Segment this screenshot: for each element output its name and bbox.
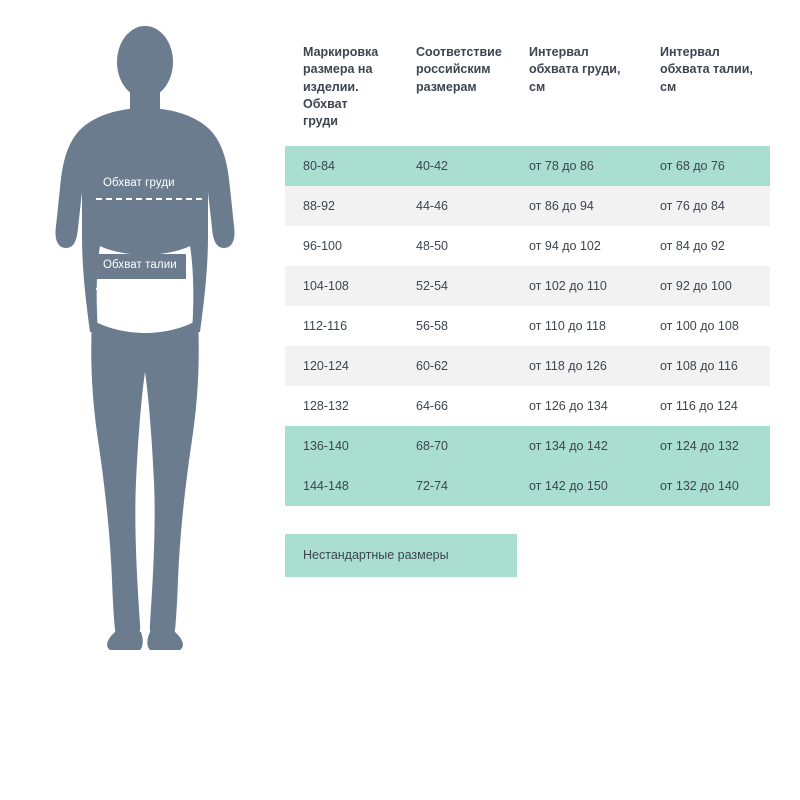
- table-cell: от 76 до 84: [642, 186, 770, 226]
- table-cell: от 110 до 118: [511, 306, 642, 346]
- table-cell: 56-58: [398, 306, 511, 346]
- table-cell: от 132 до 140: [642, 466, 770, 506]
- table-row: [285, 186, 770, 226]
- table-cell: от 94 до 102: [511, 226, 642, 266]
- table-cell: от 102 до 110: [511, 266, 642, 306]
- table-cell: 112-116: [285, 306, 398, 346]
- table-cell: от 86 до 94: [511, 186, 642, 226]
- male-body-silhouette-icon: [20, 20, 270, 650]
- table-cell: 96-100: [285, 226, 398, 266]
- table-row: [285, 146, 770, 186]
- column-header-chest-range: Интервал обхвата груди, см: [511, 30, 642, 146]
- table-cell: 88-92: [285, 186, 398, 226]
- table-cell: от 108 до 116: [642, 346, 770, 386]
- table-cell: 44-46: [398, 186, 511, 226]
- column-header-marking: Маркировка размера на изделии. Обхват груди: [285, 30, 398, 146]
- table-row: [285, 226, 770, 266]
- table-cell: 128-132: [285, 386, 398, 426]
- waist-measure-line: [96, 288, 188, 290]
- table-header-row: [285, 30, 770, 146]
- table-row: [285, 346, 770, 386]
- table-cell: 68-70: [398, 426, 511, 466]
- table-cell: от 126 до 134: [511, 386, 642, 426]
- table-cell: 144-148: [285, 466, 398, 506]
- table-cell: от 118 до 126: [511, 346, 642, 386]
- table-cell: 48-50: [398, 226, 511, 266]
- table-cell: 60-62: [398, 346, 511, 386]
- table-row: [285, 266, 770, 306]
- table-cell: от 100 до 108: [642, 306, 770, 346]
- table-row: [285, 386, 770, 426]
- column-header-russian-size: Соответствие российским размерам: [398, 30, 511, 146]
- chest-measure-line: [96, 198, 202, 200]
- table-row: [285, 466, 770, 506]
- table-cell: от 134 до 142: [511, 426, 642, 466]
- chest-measure-label: Обхват груди: [94, 172, 184, 197]
- column-header-waist-range: Интервал обхвата талии, см: [642, 30, 770, 146]
- table-cell: 64-66: [398, 386, 511, 426]
- table-cell: 52-54: [398, 266, 511, 306]
- body-figure-panel: [0, 0, 285, 800]
- table-row: [285, 306, 770, 346]
- table-cell: 120-124: [285, 346, 398, 386]
- table-cell: от 84 до 92: [642, 226, 770, 266]
- table-cell: от 124 до 132: [642, 426, 770, 466]
- table-cell: от 78 до 86: [511, 146, 642, 186]
- table-cell: 136-140: [285, 426, 398, 466]
- table-cell: от 92 до 100: [642, 266, 770, 306]
- size-chart-table: [285, 30, 770, 506]
- table-row: [285, 426, 770, 466]
- table-cell: 40-42: [398, 146, 511, 186]
- table-cell: 104-108: [285, 266, 398, 306]
- table-cell: от 116 до 124: [642, 386, 770, 426]
- table-cell: от 142 до 150: [511, 466, 642, 506]
- table-cell: 72-74: [398, 466, 511, 506]
- table-cell: 80-84: [285, 146, 398, 186]
- waist-measure-label: Обхват талии: [94, 254, 186, 279]
- table-cell: от 68 до 76: [642, 146, 770, 186]
- nonstandard-sizes-note[interactable]: Нестандартные размеры: [285, 534, 517, 577]
